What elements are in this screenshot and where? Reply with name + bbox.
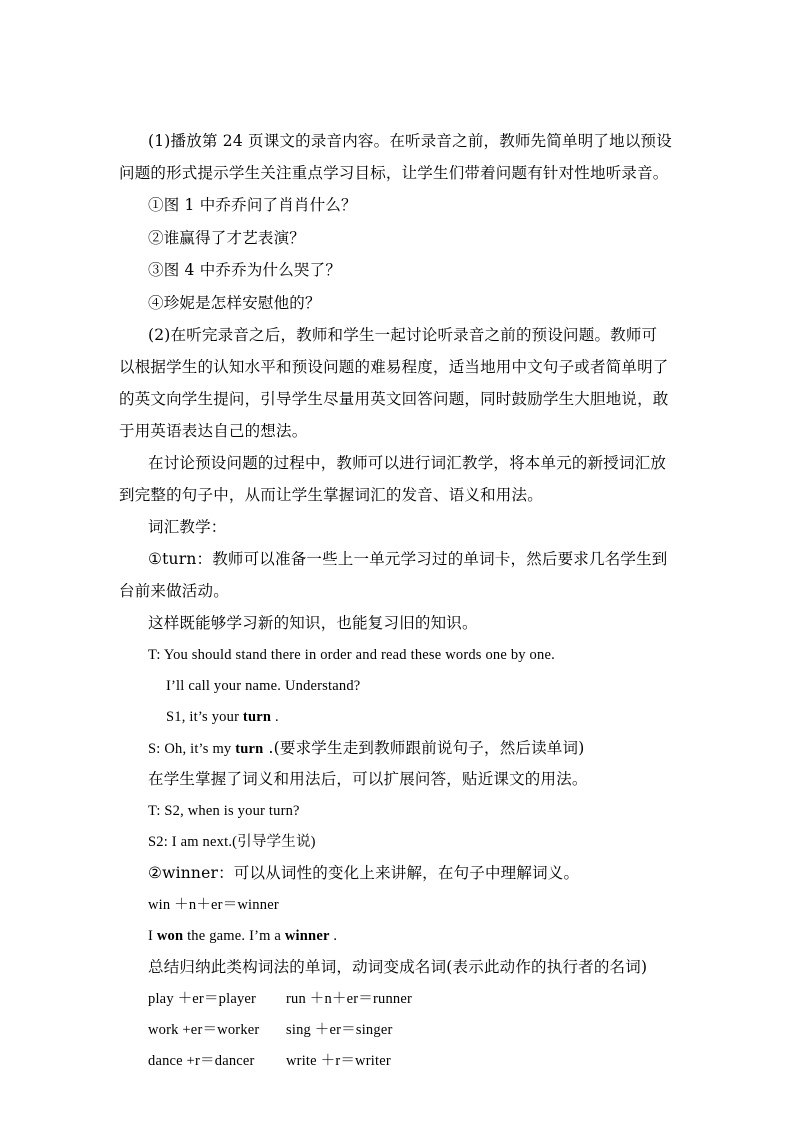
dialogue-t-line-1: T: You should stand there in order and read these words one by one. xyxy=(148,647,555,663)
question-1: ①图 1 中乔乔问了肖肖什么？ xyxy=(148,196,357,214)
formula-dancer: dance +r＝dancer xyxy=(148,1053,255,1069)
formula-singer: sing ＋er＝singer xyxy=(286,1022,393,1038)
dialogue-t-s2: T: S2, when is your turn? xyxy=(148,803,300,819)
keyword-turn-s: turn xyxy=(235,741,264,757)
dialogue-t-line-3 xyxy=(166,707,279,727)
paragraph-1-line-2: 问题的形式提示学生关注重点学习目标，让学生们带着问题有针对性地听录音。 xyxy=(119,164,669,182)
paragraph-1-line-1: (1)播放第 24 页课文的录音内容。在听录音之前，教师先简单明了地以预设 xyxy=(148,132,672,150)
paragraph-2-line-2: 以根据学生的认知水平和预设问题的难易程度，适当地用中文句子或者简单明了 xyxy=(119,358,669,376)
turn-line-2: 台前来做活动。 xyxy=(119,582,229,600)
paragraph-2-line-3: 的英文向学生提问，引导学生尽量用英文回答问题，同时鼓励学生大胆地说，敢 xyxy=(119,390,669,408)
review-line: 这样既能够学习新的知识，也能复习旧的知识。 xyxy=(148,614,478,632)
summary-line: 总结归纳此类构词法的单词，动词变成名词(表示此动作的执行者的名词) xyxy=(148,958,648,976)
dialogue-s-line-note: .(要求学生走到教师跟前说句子，然后读单词) xyxy=(263,739,585,757)
paragraph-2-line-1: (2)在听完录音之后，教师和学生一起讨论听录音之前的预设问题。教师可 xyxy=(148,326,658,344)
dialogue-s-line-text: S: Oh, it’s my xyxy=(148,741,236,757)
keyword-winner: winner xyxy=(284,928,330,944)
dialogue-t-line-2: I’ll call your name. Understand? xyxy=(166,678,361,694)
turn-line-1: ①turn：教师可以准备一些上一单元学习过的单词卡，然后要求几名学生到 xyxy=(148,550,668,568)
vocab-heading: 词汇教学： xyxy=(148,518,227,536)
dialogue-s2-next: S2: I am next.(引导学生说) xyxy=(148,834,316,850)
question-3: ③图 4 中乔乔为什么哭了？ xyxy=(148,261,342,279)
formula-writer: write ＋r＝writer xyxy=(286,1053,391,1069)
keyword-turn: turn xyxy=(242,709,272,725)
question-4: ④珍妮是怎样安慰他的？ xyxy=(148,294,321,312)
question-2: ②谁赢得了才艺表演？ xyxy=(148,229,306,247)
keyword-won: won xyxy=(156,928,184,944)
paragraph-2-line-4: 于用英语表达自己的想法。 xyxy=(119,422,308,440)
formula-runner: run ＋n＋er＝runner xyxy=(286,991,413,1007)
won-sentence-end: . xyxy=(329,928,338,944)
dialogue-s-line xyxy=(148,738,584,759)
extend-line: 在学生掌握了词义和用法后，可以扩展问答，贴近课文的用法。 xyxy=(148,770,588,788)
formula-player: play ＋er＝player xyxy=(148,991,257,1007)
winner-intro: ②winner：可以从词性的变化上来讲解，在句子中理解词义。 xyxy=(148,864,580,882)
dialogue-t-line-3-text: S1, it’s your xyxy=(166,709,243,725)
paragraph-3-line-1: 在讨论预设问题的过程中，教师可以进行词汇教学，将本单元的新授词汇放 xyxy=(148,454,667,472)
won-sentence-mid: the game. I’m a xyxy=(183,928,285,944)
won-sentence xyxy=(148,926,337,946)
paragraph-3-line-2: 到完整的句子中，从而让学生掌握词汇的发音、语义和用法。 xyxy=(119,486,543,504)
formula-worker: work +er＝worker xyxy=(148,1022,260,1038)
winner-formula: win ＋n＋er＝winner xyxy=(148,897,279,913)
dialogue-t-line-3-end: . xyxy=(271,709,279,725)
won-sentence-start: I xyxy=(148,928,157,944)
